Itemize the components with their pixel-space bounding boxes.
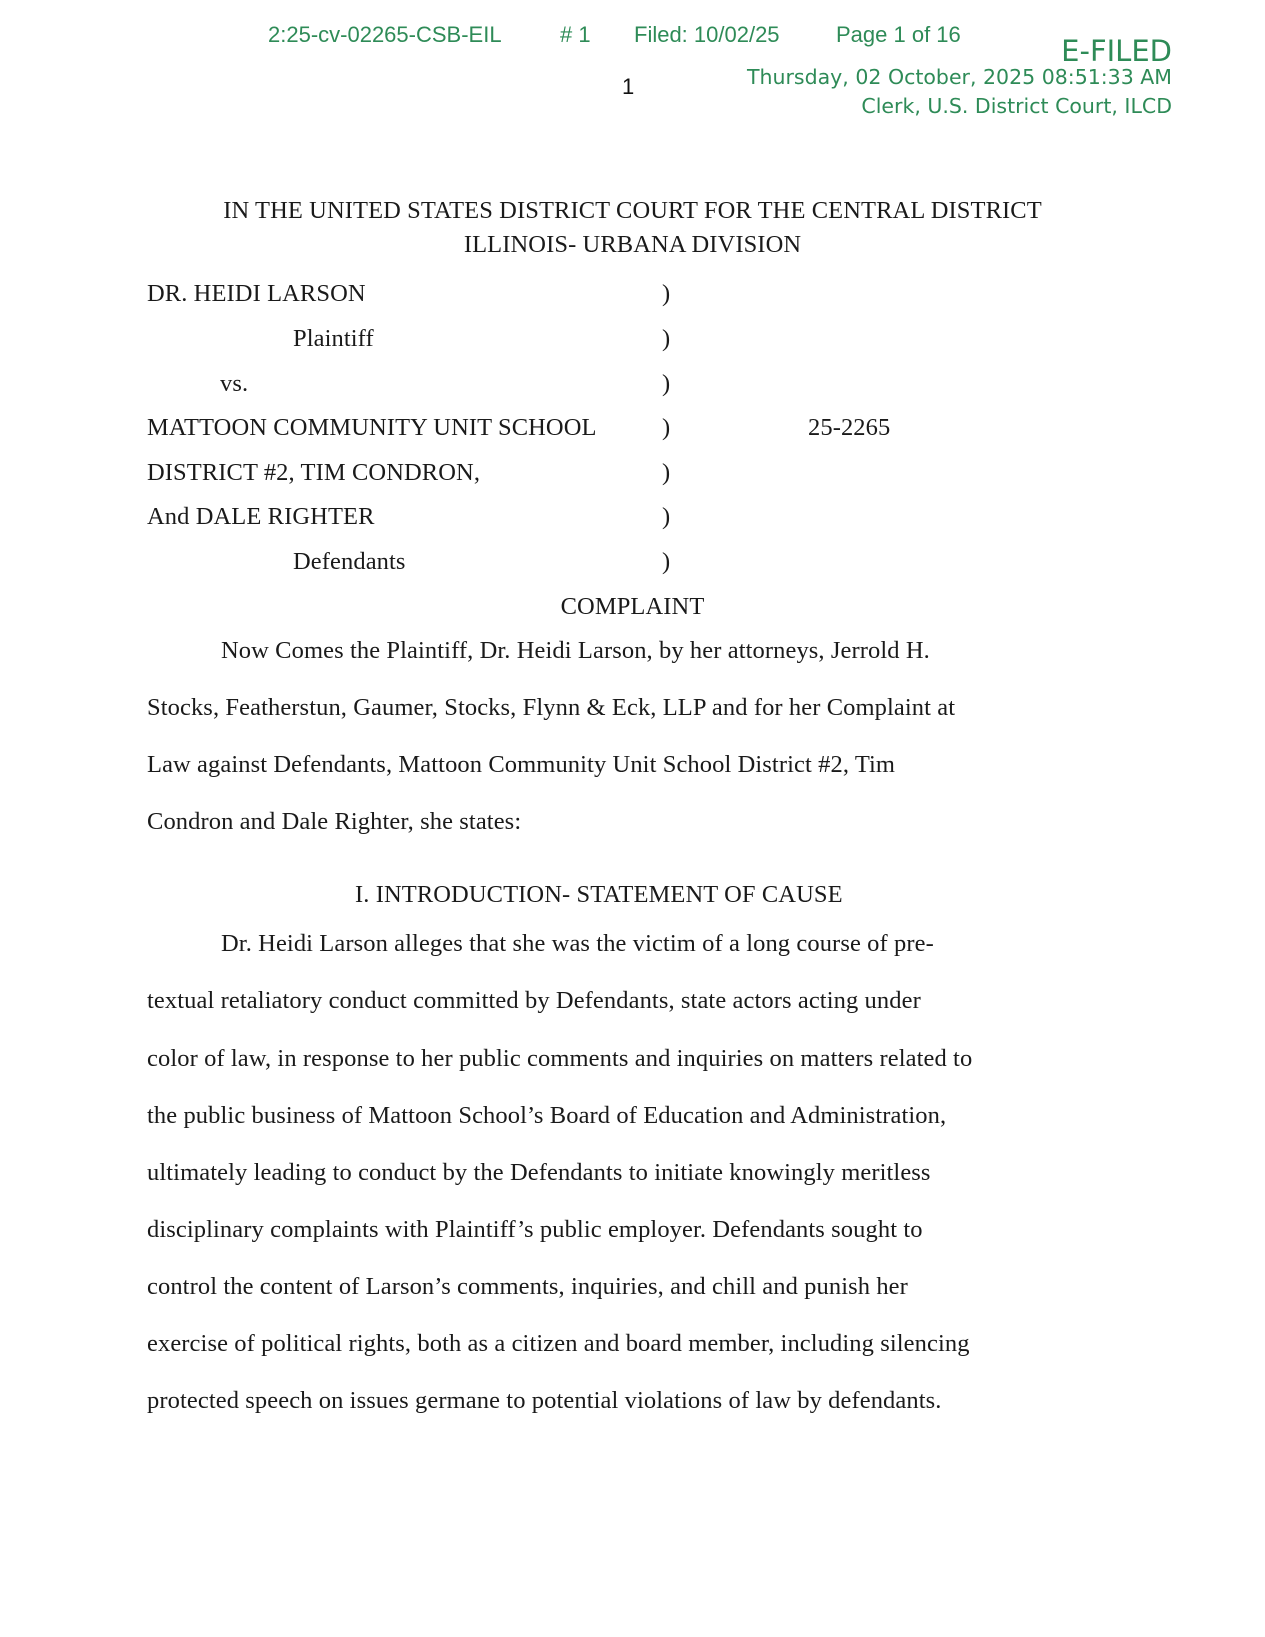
caption-paren: ) <box>662 414 671 441</box>
paragraph-line: the public business of Mattoon School’s Board of Education and Administration, <box>147 1102 947 1129</box>
page-indicator: Page 1 of 16 <box>836 22 961 47</box>
paragraph-line: control the content of Larson’s comments, inquiries, and chill and punish her <box>147 1273 908 1300</box>
defendant-line1: MATTOON COMMUNITY UNIT SCHOOL <box>147 414 597 441</box>
court-heading-line1: IN THE UNITED STATES DISTRICT COURT FOR THE CENTRAL DISTRICT <box>223 197 1042 224</box>
efiled-datetime: Thursday, 02 October, 2025 08:51:33 AM <box>746 65 1172 89</box>
caption-paren: ) <box>662 370 671 397</box>
paragraph-line: Dr. Heidi Larson alleges that she was the victim of a long course of pre- <box>221 930 934 957</box>
plaintiff-name: DR. HEIDI LARSON <box>147 280 366 307</box>
caption-paren: ) <box>662 548 671 575</box>
defendants-label: Defendants <box>293 548 406 575</box>
paragraph-line: disciplinary complaints with Plaintiff’s public employer. Defendants sought to <box>147 1216 923 1243</box>
page-number: 1 <box>622 74 635 99</box>
caption-paren: ) <box>662 503 671 530</box>
defendant-line2: DISTRICT #2, TIM CONDRON, <box>147 459 481 486</box>
paragraph-line: Condron and Dale Righter, she states: <box>147 808 522 835</box>
efiled-title: E-FILED <box>1061 34 1172 68</box>
document-number: # 1 <box>560 22 591 47</box>
court-heading-line2: ILLINOIS- URBANA DIVISION <box>463 231 802 258</box>
caption-paren: ) <box>662 280 671 307</box>
paragraph-line: Stocks, Featherstun, Gaumer, Stocks, Flynn & Eck, LLP and for her Complaint at <box>147 694 956 721</box>
paragraph-line: ultimately leading to conduct by the Defendants to initiate knowingly meritless <box>147 1159 931 1186</box>
filed-date: Filed: 10/02/25 <box>634 22 780 47</box>
case-number: 2:25-cv-02265-CSB-EIL <box>268 22 502 47</box>
defendant-line3: And DALE RIGHTER <box>147 503 375 530</box>
caption-paren: ) <box>662 325 671 352</box>
case-number-caption: 25-2265 <box>808 414 891 441</box>
paragraph-line: textual retaliatory conduct committed by Defendants, state actors acting under <box>147 987 921 1014</box>
plaintiff-label: Plaintiff <box>293 325 374 352</box>
caption-paren: ) <box>662 459 671 486</box>
efiled-clerk: Clerk, U.S. District Court, ILCD <box>861 94 1172 118</box>
paragraph-line: protected speech on issues germane to potential violations of law by defendants. <box>147 1387 942 1414</box>
section-heading: I. INTRODUCTION- STATEMENT OF CAUSE <box>355 881 843 908</box>
paragraph-line: color of law, in response to her public comments and inquiries on matters related to <box>147 1045 973 1072</box>
document-title: COMPLAINT <box>560 593 705 620</box>
versus-label: vs. <box>220 370 249 397</box>
paragraph-line: Law against Defendants, Mattoon Community Unit School District #2, Tim <box>147 751 896 778</box>
paragraph-line: Now Comes the Plaintiff, Dr. Heidi Larson, by her attorneys, Jerrold H. <box>221 637 930 664</box>
paragraph-line: exercise of political rights, both as a citizen and board member, including silencing <box>147 1330 970 1357</box>
